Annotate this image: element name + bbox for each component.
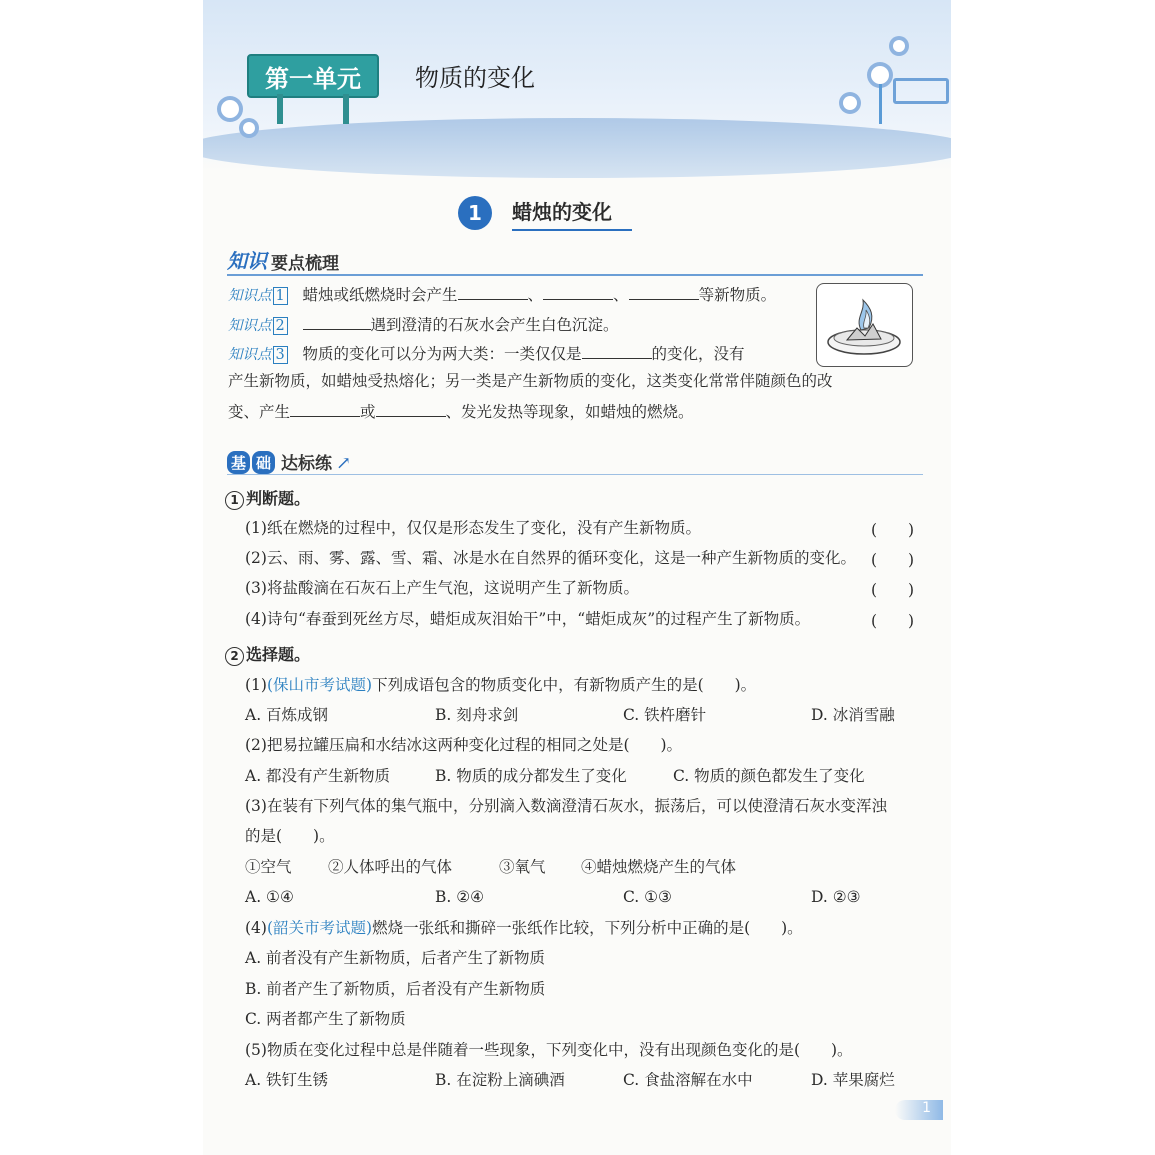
practice-header-pill: 础 [252,451,275,474]
answer-paren[interactable]: ( ) [871,581,915,599]
fence-icon [893,78,949,104]
answer-paren[interactable]: ( ) [871,521,915,539]
option-c[interactable]: C. 物质的颜色都发生了变化 [673,767,865,785]
knowledge-point-3: 知识点 3 物质的变化可以分为两大类：一类仅仅是 的变化，没有 [228,342,745,365]
flower-icon [893,40,905,52]
practice-header-pill: 基 [227,451,250,474]
fill-blank[interactable] [582,342,652,359]
option-a[interactable]: A. 前者没有产生新物质，后者产生了新物质 [245,949,546,967]
section-divider [227,474,923,475]
unit-title: 物质的变化 [415,64,535,92]
practice-header-title: 达标练 [281,454,333,474]
option-b[interactable]: B. 物质的成分都发生了变化 [435,767,627,785]
lesson-title: 蜡烛的变化 [512,196,632,231]
choice-question-1: (1)(保山市考试题)下列成语包含的物质变化中，有新物质产生的是( )。 [245,676,757,694]
flower-icon [871,66,889,84]
lesson-header [458,193,632,233]
question-source: (韶关市考试题) [266,919,373,937]
knowledge-point-1: 知识点 1 蜡烛或纸燃烧时会产生 、 、 等新物质。 [228,283,776,306]
sign-post [343,94,349,124]
fill-blank[interactable] [543,283,613,300]
knowledge-header-b: 要点梳理 [271,254,339,274]
fill-blank[interactable] [290,400,360,417]
judge-item-1: (1)纸在燃烧的过程中，仅仅是形态发生了变化，没有产生新物质。 [245,519,701,537]
flower-icon [243,122,255,134]
judge-item-3: (3)将盐酸滴在石灰石上产生气泡，这说明产生了新物质。 [245,579,639,597]
option-d[interactable]: D. ②③ [811,888,861,906]
knowledge-point-label: 知识点 2 [228,318,288,334]
option-a[interactable]: A. 铁钉生锈 [245,1071,329,1089]
option-c[interactable]: C. 食盐溶解在水中 [623,1071,753,1089]
judge-item-2: (2)云、雨、雾、露、雪、霜、冰是水在自然界的循环变化，这是一种产生新物质的变化。 [245,549,856,567]
choice-question-2: (2)把易拉罐压扁和水结冰这两种变化过程的相同之处是( )。 [245,736,683,754]
flower-icon [843,96,857,110]
knowledge-point-2: 知识点 2 遇到澄清的石灰水会产生白色沉淀。 [228,313,619,336]
fill-blank[interactable] [629,283,699,300]
knowledge-point-label: 知识点 3 [228,347,288,363]
unit-tag: 第一单元 [247,54,379,98]
option-b[interactable]: B. ②④ [435,888,485,906]
answer-paren[interactable]: ( ) [871,612,915,630]
knowledge-section-header [227,248,339,274]
gas-item-4: ④蜡烛燃烧产生的气体 [581,858,737,876]
question-1-heading: 1 判断题。 [225,486,310,510]
knowledge-line-5: 变、产生 或 、发光发热等现象，如蜡烛的燃烧。 [228,400,694,422]
knowledge-point-label: 知识点 1 [228,288,288,304]
option-a[interactable]: A. 都没有产生新物质 [245,767,391,785]
fill-blank[interactable] [458,283,528,300]
burning-paper-in-dish-icon [816,283,913,367]
choice-question-3-cont: 的是( )。 [245,827,335,845]
flower-icon [221,100,239,118]
gas-item-1: ①空气 [245,858,292,876]
option-a[interactable]: A. ①④ [245,888,294,906]
option-d[interactable]: D. 苹果腐烂 [811,1071,895,1089]
gas-item-3: ③氧气 [499,858,546,876]
choice-question-5: (5)物质在变化过程中总是伴随着一些现象，下列变化中，没有出现颜色变化的是( )。 [245,1041,853,1059]
knowledge-header-a: 知识 [227,249,267,273]
page-number: 1 [895,1100,943,1120]
option-b[interactable]: B. 刻舟求剑 [435,706,519,724]
question-source: (保山市考试题) [266,676,373,694]
knowledge-line-4: 产生新物质，如蜡烛受热熔化；另一类是产生新物质的变化，这类变化常常伴随颜色的改 [228,372,833,390]
option-c[interactable]: C. ①③ [623,888,672,906]
option-d[interactable]: D. 冰消雪融 [811,706,895,724]
lesson-number: 1 [458,196,492,230]
section-divider [227,274,923,276]
judge-item-4: (4)诗句“春蚕到死丝方尽，蜡炬成灰泪始干”中，“蜡炬成灰”的过程产生了新物质。 [245,610,811,628]
trend-arrow-icon: ↗ [336,453,352,474]
answer-paren[interactable]: ( ) [871,551,915,569]
question-2-heading: 2 选择题。 [225,642,310,666]
practice-section-header [227,448,351,474]
option-b[interactable]: B. 在淀粉上滴碘酒 [435,1071,565,1089]
banner-hill-decoration [203,118,951,178]
workbook-page [203,0,951,1155]
option-b[interactable]: B. 前者产生了新物质，后者没有产生新物质 [245,980,546,998]
flower-stem [879,84,882,124]
gas-item-2: ②人体呼出的气体 [328,858,453,876]
option-a[interactable]: A. 百炼成钢 [245,706,329,724]
unit-banner [203,0,951,170]
sign-post [277,94,283,124]
fill-blank[interactable] [376,400,446,417]
option-c[interactable]: C. 铁杵磨针 [623,706,707,724]
option-c[interactable]: C. 两者都产生了新物质 [245,1010,406,1028]
fill-blank[interactable] [303,313,371,330]
choice-question-3: (3)在装有下列气体的集气瓶中，分别滴入数滴澄清石灰水，振荡后，可以使澄清石灰水变浑浊 [245,797,887,815]
choice-question-4: (4)(韶关市考试题)燃烧一张纸和撕碎一张纸作比较，下列分析中正确的是( )。 [245,919,803,937]
